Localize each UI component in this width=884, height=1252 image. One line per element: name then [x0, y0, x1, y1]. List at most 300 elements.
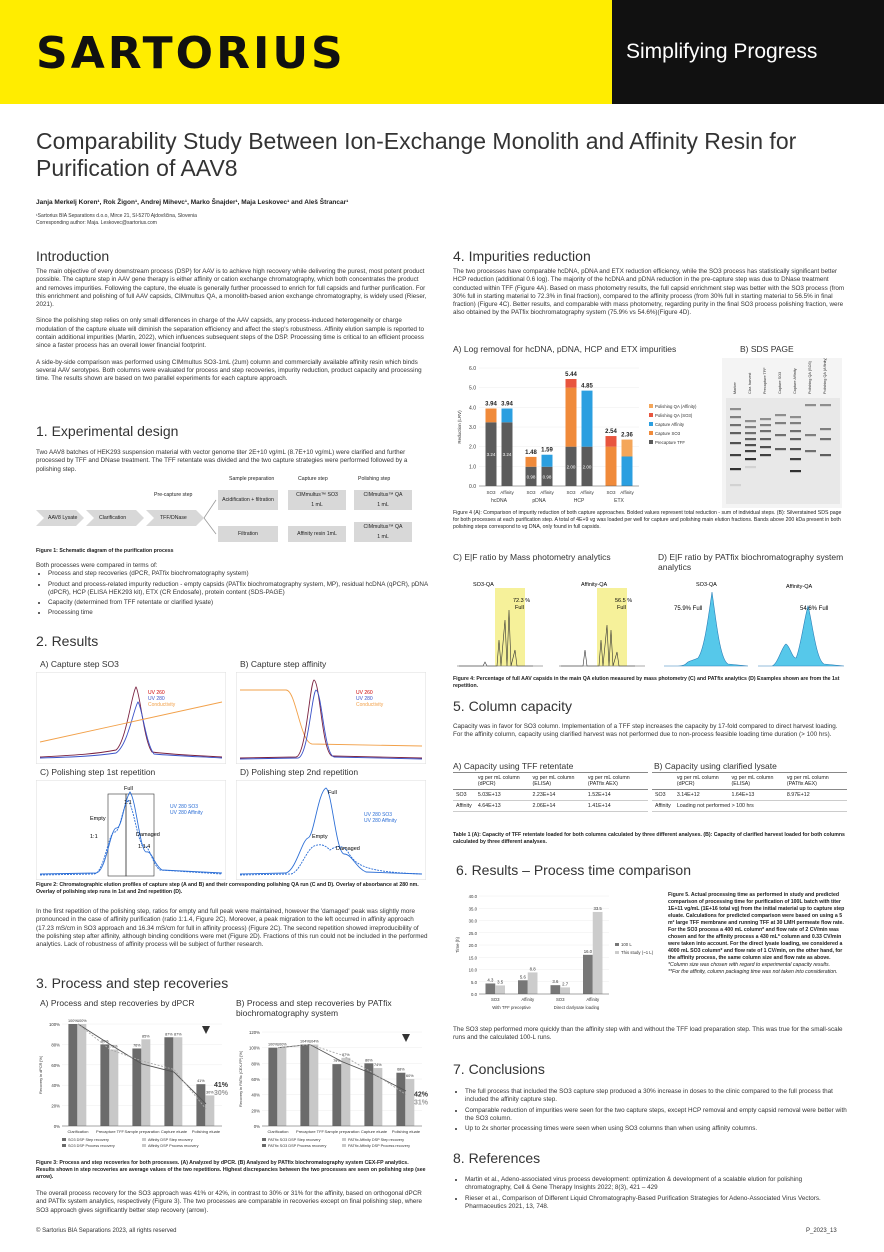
- design-bullet: • Product and process-related impurity reduction - empty capsids (PATfix biochromatography system, MP), residual hcDNA (qPCR), pDNA (dPCR), HCP (ELISA HEK293 kit), ETX (CR Endosafe), protein content (SDS-PAGE): [48, 581, 428, 598]
- legend-swatch: [142, 1138, 146, 1141]
- x-tick-label: Capture eluate: [160, 1129, 188, 1134]
- gel-band: [790, 458, 801, 460]
- y-tick-label: 35.0: [468, 906, 477, 912]
- legend-swatch: [649, 413, 653, 417]
- bar-total-label: 1.48: [525, 449, 537, 456]
- legend-uv280: UV 280: [356, 696, 373, 702]
- patfix-so3-label: SO3-QA: [696, 582, 717, 588]
- bar-total-label: 3.94: [501, 401, 513, 408]
- y-tick-label: 6.0: [469, 366, 476, 372]
- table-header: [453, 773, 475, 790]
- x-tick-label: Affinity: [540, 490, 554, 495]
- slogan: Simplifying Progress: [626, 40, 818, 63]
- gel-band: [820, 404, 831, 406]
- intro-text: [36, 268, 428, 384]
- table-header-row: [453, 773, 648, 790]
- flow-lysate: AAV8 Lysate: [48, 515, 78, 521]
- recoveries-heading: 3. Process and step recoveries: [36, 975, 229, 991]
- design-lead: Both processes were compared in terms of:: [36, 562, 158, 569]
- x-tick-label: SO3: [566, 490, 576, 495]
- patfix-so3-percent: 75.9% Full: [674, 606, 703, 612]
- time-bar: [486, 983, 496, 994]
- bar-segment-label: 2.00: [566, 464, 576, 470]
- fig2b-title: B) Capture step affinity: [240, 659, 327, 669]
- fig3a-title: A) Process and step recoveries by dPCR: [40, 998, 195, 1008]
- fig2c-title: C) Polishing step 1st repetition: [40, 767, 156, 777]
- lane-label: Capture Affinity: [793, 368, 797, 394]
- y-tick-label: 4.0: [469, 405, 476, 412]
- y-tick-label: 0.0: [471, 992, 477, 997]
- lane-label: Clar. harvest: [748, 372, 752, 394]
- patfix-affinity-percent: 54.6% Full: [800, 606, 829, 612]
- recovery-bar-label: 76%: [133, 1043, 141, 1048]
- x-tick-label: Capture eluate: [360, 1129, 388, 1134]
- x-tick-label: Clarification: [267, 1129, 289, 1134]
- gel-band: [820, 438, 831, 440]
- sartorius-logo: SARTORIUS: [36, 28, 346, 79]
- recovery-bar-label: 104%: [308, 1039, 319, 1044]
- y-tick-label: 5.0: [469, 385, 476, 392]
- recovery-bar: [309, 1045, 318, 1126]
- y-axis-label: Recovery in dPCR [%]: [39, 1056, 43, 1094]
- x-tick-label: Affinity: [580, 490, 594, 495]
- recovery-bar: [100, 1044, 109, 1126]
- time-heading: 6. Results – Process time comparison: [456, 862, 691, 878]
- bar-segment-label: 2.00: [582, 464, 592, 470]
- chromatogram-frame: [236, 672, 426, 764]
- recovery-bar-label: 100%: [76, 1019, 87, 1023]
- recovery-bar-label: 100%: [268, 1042, 278, 1047]
- patfix-affinity-peak: [758, 606, 844, 666]
- recovery-bar: [132, 1048, 141, 1126]
- legend-uv260: UV 260: [356, 690, 373, 696]
- x-tick-label: Polishing eluate: [391, 1129, 421, 1134]
- table-header: [652, 773, 674, 790]
- recovery-bar: [77, 1024, 86, 1126]
- x-tick-label: Affinity: [521, 997, 535, 1002]
- design-bullet: • Process and step recoveries (dPCR, PATfix biochromatography system): [48, 570, 428, 578]
- table-b-title: B) Capacity using clarified lysate: [654, 761, 777, 771]
- table-cell: Loading not performed > 100 hrs: [674, 801, 847, 812]
- gel-band: [820, 428, 831, 430]
- bar-segment: [582, 391, 593, 447]
- reference-item: • Rieser et al., Comparison of Different Liquid Chromatography-Based Purification Strategies for Adeno-Associated Virus Vectors. Pharmaceutics 2021, 13, 748.: [465, 1195, 848, 1212]
- table-header: vg per mL column (ELISA): [729, 773, 784, 790]
- fig4c-caption: Figure 4: Percentage of full AAV capsids in the main QA elution measured by mass photometry (C) and PATfix analytics (D) Examples shown are from the 1st repetition.: [453, 676, 840, 689]
- time-bar: [495, 985, 505, 994]
- y-axis-label: Time (h): [455, 937, 460, 953]
- chromatogram-so3: [36, 672, 226, 764]
- legend-label: This study (~1 L): [621, 950, 654, 955]
- legend-uv260: UV 260: [148, 690, 165, 696]
- table-cell: Affinity: [652, 801, 674, 812]
- fig3b-title: B) Process and step recoveries by PATfix biochromatography system: [236, 998, 392, 1018]
- gel-band: [760, 454, 771, 456]
- fig1-caption: Figure 1: Schematic diagram of the purification process: [36, 548, 174, 554]
- gel-band: [745, 458, 756, 460]
- table-cell: 1.52E+14: [585, 790, 648, 801]
- gel-band: [760, 446, 771, 448]
- legend-swatch: [342, 1138, 346, 1141]
- bar-segment: [486, 409, 497, 423]
- intro-p3: A side-by-side comparison was performed using CIMmultus SO3-1mL (2um) column and commercially available affinity resin which binds several AAV serotypes. Both columns were evaluated for process and step recoveries, impurity reduction, product capacity and processing time. The results shown are based on two parallel experiments for each capture approach.: [36, 358, 422, 383]
- y-tick-label: 3.0: [469, 425, 476, 431]
- time-bar-label: 8.8: [529, 966, 536, 972]
- chromatogram-frame: [36, 672, 226, 764]
- table-caption: Table 1 (A): Capacity of TFF retentate loaded for both columns calculated by three different analyses. (B): Capacity of clarified harvest loaded for both columns calculated by three different analyses.: [453, 832, 845, 845]
- bar-segment-label: 0.98: [542, 474, 552, 480]
- gel-band: [730, 424, 741, 426]
- time-bar-label: 3.6: [552, 979, 559, 985]
- table-row: [652, 801, 847, 812]
- legend-swatch: [649, 440, 653, 444]
- label-empty: Empty: [312, 834, 328, 840]
- legend-label: Polishing QA (SO3): [655, 413, 693, 418]
- legend-swatch: [615, 943, 619, 946]
- legend-label: 100 L: [621, 942, 632, 947]
- process-recovery-end: 30%: [214, 1090, 229, 1098]
- legend-label: Affinity DSP Step recovery: [148, 1138, 193, 1142]
- bar-total-label: 3.94: [485, 401, 497, 408]
- x-tick-label: SO3: [490, 997, 500, 1002]
- label-full: Full: [124, 786, 133, 792]
- time-bar-label: 4.3: [487, 977, 494, 983]
- y-tick-label: 60%: [51, 1062, 60, 1068]
- gel-band: [820, 454, 831, 456]
- table-header: vg per mL column (ELISA): [530, 773, 585, 790]
- gel-band: [775, 448, 786, 450]
- mass-photometry-chart: [453, 580, 651, 672]
- flow-acidification: Acidification + filtration: [218, 490, 278, 510]
- recovery-bar-label: 87%: [165, 1032, 173, 1037]
- time-bar: [528, 972, 538, 994]
- x-tick-label: Precapture TFF: [96, 1129, 124, 1134]
- flow-qa2: CIMmultus™ QA: [354, 522, 412, 532]
- y-tick-label: 10.0: [468, 967, 477, 973]
- recovery-bar-label: 104%: [300, 1039, 310, 1044]
- x-tick-label: Polishing eluate: [191, 1129, 221, 1134]
- legend-label: SO3 DSP Process recovery: [68, 1144, 115, 1148]
- affiliation-line: ¹Sartorius BIA Separations d.o.o, Mirce 21, SI-5270 Ajdovščina, Slovenia: [36, 213, 197, 219]
- recovery-bar-label: 100%: [276, 1042, 287, 1047]
- references-list: [453, 1176, 848, 1213]
- impurities-text: The two processes have comparable hcDNA, pDNA and ETX reduction efficiency, while the SO3 process has statistically significant better HCP reduction (additional 0.6 log). The majority of the hcDNA and pDNA reduction in the pre-capture step was due to DNase treatment conducted within TFF (Figure 4A). Based on mass photometry results, the full capsid enrichment step was better with the SO3 process (from 30% full in starting material to 72.3% in final fraction), compared to the affinity process (from 30% full in starting material to 56.5% in final fraction) (Figure 4C). Better results, and comparable with mass photometry, regarding purity in the final SO3 process polishing fraction, were also obtained by the PATfix biochromatography system (75.9% vs 54.6%)(Figure 4D).: [453, 268, 845, 317]
- mp-so3-label: SO3-QA: [473, 582, 494, 588]
- copyright: © Sartorius BIA Separations 2023, all rights reserved: [36, 1228, 177, 1234]
- x-tick-label: Affinity: [586, 997, 600, 1002]
- x-tick-label: Affinity: [620, 490, 634, 495]
- patfix-so3-peak: [664, 592, 748, 666]
- recovery-bar: [405, 1079, 414, 1126]
- legend-label: SO3 DSP Step recovery: [68, 1138, 109, 1142]
- bar-segment: [622, 457, 633, 487]
- legend-label: PATfix Affinity DSP Step recovery: [348, 1138, 405, 1142]
- bar-segment-label: 0.98: [526, 474, 536, 480]
- polishing-rep1: [36, 780, 226, 880]
- reference-item: • Martin et al., Adeno-associated virus process development: optimization & development of a scalable elution for polishing chromatography, Cell & Gene Therapy Insights 2022; 8(3), 421 – 429: [465, 1176, 848, 1193]
- flow-so3-vol: 1 mL: [288, 500, 346, 510]
- gel-band: [745, 420, 756, 422]
- time-bar-label: 33.5: [593, 905, 602, 911]
- design-list: [36, 562, 428, 620]
- legend-conductivity: Conductivity: [148, 702, 176, 708]
- bar-total-label: 4.85: [581, 383, 593, 390]
- y-tick-label: 0%: [253, 1124, 260, 1129]
- fig2-caption: Figure 2: Chromatographic elution profiles of capture step (A and B) and their corresponding polishing QA run (C and D). Overlay of absorbance at 280 nm. Overlay of polishing step runs in 1st and 2nd repetition (D).: [36, 882, 419, 895]
- fig3-caption: Figure 3: Process and step recoveries for both processes. (A) Analyzed by dPCR. (B) Analyzed by PATfix biochromatography system CEX-FP analytics. Results shown in step recoveries are average values of the two repetitions. Highest discrepancies between the two processes are seen on polishing step (see arrow).: [36, 1160, 426, 1180]
- legend-swatch: [142, 1144, 146, 1147]
- flow-affinity: Affinity resin 1mL: [288, 526, 346, 542]
- recovery-bar: [68, 1024, 77, 1126]
- patfix-affinity-label: Affinity-QA: [786, 584, 813, 590]
- gel-band: [730, 484, 741, 486]
- time-bar: [551, 985, 561, 994]
- fig2d-title: D) Polishing step 2nd repetition: [240, 767, 359, 777]
- gel-band: [790, 448, 801, 450]
- y-tick-label: 40.0: [468, 894, 477, 899]
- references-heading: 8. References: [453, 1150, 541, 1166]
- process-recovery-end: 41%: [214, 1082, 229, 1090]
- recovery-bar: [277, 1048, 286, 1126]
- recovery-bar: [332, 1064, 341, 1126]
- table-cell: 8.97E+12: [784, 790, 847, 801]
- gel-band: [805, 450, 816, 452]
- conclusion-item: • Up to 2x shorter processing times were seen when using SO3 columns than when using affinity columns.: [465, 1125, 848, 1133]
- table-header: vg per mL column (dPCR): [475, 773, 530, 790]
- bar-segment: [606, 436, 617, 447]
- capacity-text: Capacity was in favor for SO3 column. Implementation of a TFF step increases the capacity by 17-fold compared to direct harvest loading. For the affinity column, capacity using clarified harvest was not performed due to non-process feasible loading time duration (> 100 hrs).: [453, 723, 838, 739]
- fig4d-title: D) E|F ratio by PATfix biochromatography system analytics: [658, 552, 844, 572]
- recovery-bar: [141, 1039, 150, 1126]
- lane-label: Precapture TFF: [763, 367, 767, 394]
- legend-label: Capture Affinity: [655, 422, 685, 427]
- recovery-bar: [205, 1095, 214, 1126]
- bar-segment: [606, 447, 617, 486]
- flow-label-sample-prep: Sample preparation: [229, 476, 275, 482]
- recovery-bar: [196, 1084, 205, 1126]
- table-a-title: A) Capacity using TFF retentate: [453, 761, 574, 771]
- y-tick-label: 40%: [251, 1092, 260, 1098]
- legend-swatch: [62, 1138, 66, 1141]
- y-tick-label: 2.0: [469, 444, 476, 451]
- label-ratio: 1:1.4: [138, 844, 151, 850]
- polishing-rep2: [236, 780, 426, 880]
- time-bar-label: 3.5: [497, 979, 504, 985]
- gel-band: [745, 426, 756, 428]
- header-banner: [0, 0, 884, 104]
- corresponding-author: Corresponding author: Maja. Leskovec@sartorius.com: [36, 220, 157, 226]
- gel-band: [745, 466, 756, 468]
- label-empty: Empty: [90, 816, 106, 822]
- bar-segment-label: 3.24: [502, 452, 512, 458]
- x-tick-label: SO3: [486, 490, 496, 495]
- fig4a-title: A) Log removal for hcDNA, pDNA, HCP and ETX impurities: [453, 344, 677, 354]
- fig2a-title: A) Capture step SO3: [40, 659, 119, 669]
- x-tick-label: Precapture TFF: [296, 1129, 324, 1134]
- gel-band: [760, 424, 771, 426]
- design-text: Two AAV8 batches of HEK293 suspension material with vector genome titer 2E+10 vg/mL (8.7E+10 vg/mL) were clarified and further processed by TFF and DNase treatment. The TFF retentate was divided and the two capture strategies were performed followed by a polishing step.: [36, 449, 408, 473]
- gel-band: [790, 470, 801, 472]
- gel-band: [730, 468, 741, 470]
- flow-diagram: [36, 474, 428, 546]
- legend-label: PATfix SO3 DSP Step recovery: [268, 1138, 321, 1142]
- process-recovery-end: 31%: [414, 1099, 429, 1107]
- mp-so3-percent: 72.3 %: [513, 598, 531, 604]
- legend-swatch: [262, 1138, 266, 1141]
- legend-label: Precapture TFF: [655, 440, 686, 445]
- bar-segment: [502, 409, 513, 423]
- table-header-row: [652, 773, 847, 790]
- impurities-heading: 4. Impurities reduction: [453, 248, 591, 264]
- design-bullet: • Capacity (determined from TFF retentate or clarified lysate): [48, 599, 428, 607]
- gel-band: [730, 416, 741, 418]
- table-row: [453, 801, 648, 812]
- time-bar-label: 5.6: [519, 974, 526, 980]
- legend-swatch: [649, 422, 653, 426]
- gel-band: [760, 430, 771, 432]
- design-bullet: • Processing time: [48, 609, 428, 617]
- fig5-note: **For the affinity, column packaging time was not taken into consideration.: [668, 969, 838, 975]
- y-tick-label: 80%: [251, 1061, 260, 1067]
- flow-tff: TFF/DNase: [160, 515, 187, 521]
- recovery-bar: [341, 1058, 350, 1126]
- y-tick-label: 100%: [49, 1022, 60, 1027]
- recovery-bar: [268, 1048, 277, 1126]
- x-tick-label: SO3: [526, 490, 536, 495]
- table-cell: 1.41E+14: [585, 801, 648, 812]
- bar-segment: [566, 379, 577, 388]
- x-tick-label: SO3: [606, 490, 616, 495]
- poster-code: P_2023_13: [806, 1228, 837, 1234]
- table-cell: Affinity: [453, 801, 475, 812]
- y-tick-label: 80%: [51, 1042, 60, 1048]
- legend-so3: UV 280 SO3: [170, 804, 199, 810]
- gel-band: [745, 444, 756, 446]
- gel-background: [726, 398, 840, 504]
- bar-segment: [526, 457, 537, 467]
- group-label: Direct clarlysate loading: [553, 1005, 600, 1010]
- flow-filtration: Filtration: [218, 526, 278, 542]
- fig5-chart: [453, 888, 663, 1022]
- legend-swatch: [649, 431, 653, 435]
- gel-band: [775, 422, 786, 424]
- label-damaged: Damaged: [336, 846, 360, 852]
- group-label: hcDNA: [491, 498, 507, 504]
- mp-affinity-percent: 56.5 %: [615, 598, 633, 604]
- fig4b-title: B) SDS PAGE: [740, 344, 794, 354]
- y-tick-label: 20%: [251, 1108, 260, 1114]
- recovery-bar-label: 80%: [365, 1058, 373, 1063]
- x-tick-label: Affinity: [500, 490, 514, 495]
- legend-label: Affinity DSP Process recovery: [148, 1144, 199, 1148]
- conclusion-item: • Comparable reduction of impurities were seen for the two capture steps, except HCP removal and empty capsid removal were better with the SO3 column.: [465, 1107, 848, 1124]
- recovery-bar-label: 60%: [406, 1074, 414, 1078]
- label-damaged: Damaged: [136, 832, 160, 838]
- intro-heading: Introduction: [36, 248, 110, 264]
- results-heading: 2. Results: [36, 633, 99, 649]
- authors: Janja Merkelj Koren¹, Rok Žigon¹, Andrej Mihevc¹, Marko Šnajder¹, Maja Leskovec¹ and Aleš Štrancar¹: [36, 199, 349, 206]
- recovery-bar-label: 30%: [206, 1090, 214, 1095]
- flow-clarification: Clarification: [99, 515, 127, 521]
- fig5-text: Figure 5. Actual processing time as performed in study and predicted comparison of processing time for purification of 100L batch with titer 1E+11 vg/mL (1E+16 total vg) from the initial material up to capture step eluate. Calculations for predicted comparison were based on using a 5 m² large TFF membrane and running TFF at 30 LMH permeate flow rate. For the SO3 process a 400 mL column* and flow rate of 2 CV/min was chosen and for the affinity process a 430 mL* column and 0.33 CV/min were taken into account. For the direct lysate loading, we considered a 4000 mL SO3 column* and flow rate of 1 CV/min, on the other hand, for the affinity process, the same column size and flow rate as above.: [668, 892, 845, 961]
- fig4a-caption: Figure 4 (A): Comparison of impurity reduction of both capture approaches. Bolded values represent total reduction - sum of individual steps. (B): Silverstained SDS page for both processes at each purification step. A total of 4E+9 vg was loaded per well for capture and polishing main elution fractions. Bands above 200 kDa present in both polishing steps correspond to vg DNA, only found in full capsids.: [453, 510, 842, 530]
- gel-band: [745, 432, 756, 434]
- y-axis-label: Reduction (LRV): [457, 410, 462, 444]
- bar-total-label: 2.36: [621, 432, 633, 439]
- lane-label: Marker: [733, 382, 737, 394]
- gel-band: [730, 432, 741, 434]
- y-tick-label: 1.0: [469, 464, 476, 471]
- table-cell: 4.64E+13: [475, 801, 530, 812]
- sds-page-gel: [722, 358, 842, 508]
- lane-label: Capture SO3: [778, 371, 782, 394]
- legend-affinity: UV 280 Affinity: [170, 810, 203, 816]
- recovery-bar-label: 87%: [342, 1052, 350, 1057]
- x-tick-label: Clarification: [67, 1129, 89, 1134]
- mp-full-label: Full: [617, 605, 626, 611]
- table-b: [652, 772, 847, 812]
- flow-label-capture: Capture step: [298, 476, 328, 482]
- recovery-bar-label: 41%: [197, 1079, 205, 1084]
- recovery-bar-label: 74%: [374, 1063, 382, 1068]
- table-row: [453, 790, 648, 801]
- label-full: Full: [328, 790, 337, 796]
- legend-label: PATfix Affinity DSP Process recovery: [348, 1144, 410, 1148]
- time-bar: [583, 955, 593, 994]
- y-tick-label: 0%: [53, 1124, 60, 1129]
- group-label: ETX: [614, 498, 624, 504]
- label-ratio: 1:1: [124, 800, 132, 806]
- y-tick-label: 15.0: [468, 955, 477, 961]
- legend-swatch: [62, 1144, 66, 1147]
- bar-segment-label: 3.24: [486, 452, 496, 458]
- chromatogram-affinity: [236, 672, 426, 764]
- y-tick-label: 100%: [249, 1045, 260, 1051]
- legend-affinity: UV 280 Affinity: [364, 818, 397, 824]
- gel-band: [790, 438, 801, 440]
- legend-swatch: [649, 404, 653, 408]
- y-tick-label: 5.0: [471, 979, 477, 985]
- recovery-bar-label: 75%: [110, 1044, 118, 1049]
- time-bar: [518, 980, 528, 994]
- mp-affinity-label: Affinity-QA: [581, 582, 608, 588]
- recoveries-text: The overall process recovery for the SO3 approach was 41% or 42%, in contrast to 30% or 31% for the affinity, based on orthogonal dPCR and PATfix system analytics, respectively (Figure 3). The two processes are comparable in recoveries except on final polishing step, where SO3 approach gives significantly better step recovery (arrow).: [36, 1190, 423, 1214]
- patfix-chart: [658, 580, 848, 672]
- fig4c-title: C) E|F ratio by Mass photometry analytics: [453, 552, 611, 562]
- flow-so3: CIMmultus™ SO3: [288, 490, 346, 500]
- gel-band: [805, 434, 816, 436]
- y-tick-label: 0.0: [469, 484, 476, 490]
- recovery-bar: [173, 1037, 182, 1126]
- gel-band: [760, 438, 771, 440]
- flow-qa1: CIMmultus™ QA: [354, 490, 412, 500]
- y-tick-label: 25.0: [468, 930, 477, 936]
- lane-label: Polishing QA (Affinity): [823, 358, 827, 394]
- gel-band: [730, 454, 741, 456]
- gel-band: [760, 418, 771, 420]
- time-bar: [593, 912, 603, 994]
- recovery-bar: [396, 1073, 405, 1126]
- gel-band: [745, 438, 756, 440]
- legend-swatch: [342, 1144, 346, 1147]
- table-header: vg per mL column (dPCR): [674, 773, 729, 790]
- table-cell: 2.23E+14: [530, 790, 585, 801]
- gel-band: [775, 414, 786, 416]
- y-tick-label: 20.0: [468, 943, 477, 948]
- table-cell: SO3: [652, 790, 674, 801]
- legend-swatch: [615, 951, 619, 954]
- y-tick-label: 120%: [249, 1030, 260, 1035]
